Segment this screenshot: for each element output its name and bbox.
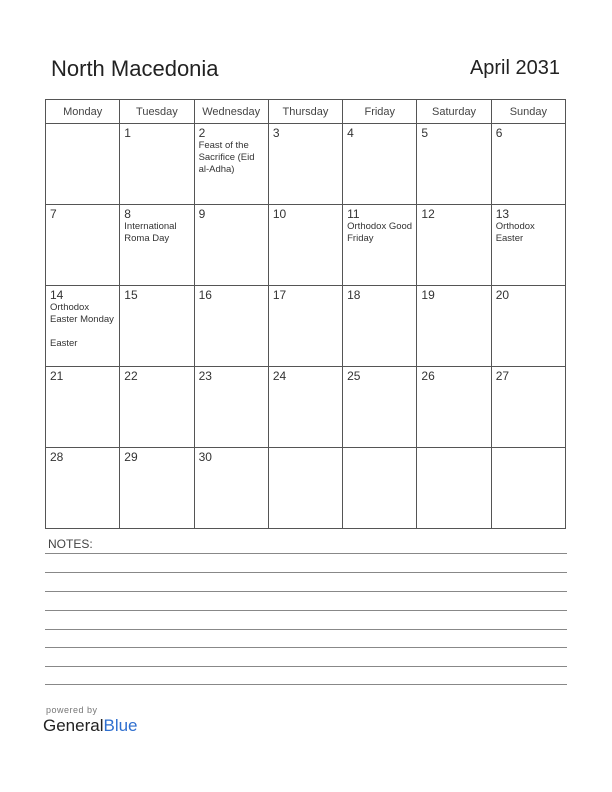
day-number: 11 <box>347 207 360 221</box>
day-number: 12 <box>421 207 435 221</box>
day-cell <box>417 205 491 286</box>
day-number: 29 <box>124 450 138 464</box>
holiday-event: International Roma Day <box>124 221 177 244</box>
day-cell <box>46 367 120 448</box>
day-number: 27 <box>495 369 510 383</box>
day-cell <box>491 124 565 205</box>
week-row <box>46 286 566 367</box>
day-number: 22 <box>124 369 138 383</box>
day-cell <box>268 124 342 205</box>
note-line <box>45 610 567 611</box>
day-cell <box>46 286 120 367</box>
day-cell <box>417 286 491 367</box>
day-cell <box>491 286 565 367</box>
holiday-event: Orthodox Easter <box>495 221 535 244</box>
day-number: 14 <box>50 288 64 302</box>
day-cell <box>343 367 417 448</box>
day-number: 19 <box>421 288 435 302</box>
day-cell <box>46 448 120 529</box>
note-line <box>45 629 567 630</box>
day-number: 8 <box>124 207 131 221</box>
powered-by-text: powered by <box>46 705 98 715</box>
day-cell <box>268 205 342 286</box>
day-cell <box>491 205 565 286</box>
day-cell <box>491 448 565 529</box>
weekday-header: Saturday <box>417 100 491 124</box>
day-number: 25 <box>347 369 361 383</box>
holiday-event: Orthodox Easter Monday <box>50 302 114 325</box>
day-cell <box>120 448 194 529</box>
holiday-event: Feast of the Sacrifice (Eid al-Adha) <box>198 140 255 175</box>
weekday-header: Sunday <box>491 100 565 124</box>
week-row <box>46 448 566 529</box>
day-number: 28 <box>50 450 64 464</box>
day-cell <box>46 124 120 205</box>
week-row <box>46 124 566 205</box>
day-number: 18 <box>347 288 361 302</box>
day-cell <box>194 367 268 448</box>
day-cell <box>417 448 491 529</box>
day-cell <box>46 205 120 286</box>
day-cell <box>120 367 194 448</box>
day-cell <box>343 286 417 367</box>
note-line <box>45 553 567 554</box>
weekday-header: Thursday <box>268 100 342 124</box>
week-row <box>46 367 566 448</box>
note-line <box>45 572 567 573</box>
day-number: 13 <box>495 207 510 221</box>
day-number: 4 <box>347 126 354 140</box>
day-number: 6 <box>495 126 503 140</box>
country-title: North Macedonia <box>51 56 219 81</box>
day-cell <box>194 448 268 529</box>
brand-logo <box>43 716 138 736</box>
day-cell <box>417 124 491 205</box>
day-number: 7 <box>50 207 57 221</box>
day-cell <box>120 286 194 367</box>
weekday-header-row <box>46 100 566 124</box>
week-row <box>46 205 566 286</box>
day-number: 17 <box>272 288 287 302</box>
day-cell <box>194 286 268 367</box>
day-number: 20 <box>495 288 510 302</box>
day-cell <box>343 124 417 205</box>
day-cell <box>343 448 417 529</box>
brand-general: General <box>43 716 104 735</box>
month-title: April 2031 <box>469 57 560 79</box>
day-number: 10 <box>272 207 287 221</box>
note-line <box>45 684 567 685</box>
note-line <box>45 666 567 667</box>
day-number: 21 <box>50 369 64 383</box>
day-cell <box>268 367 342 448</box>
brand-blue: Blue <box>103 716 138 735</box>
day-cell <box>417 367 491 448</box>
day-number: 5 <box>421 126 429 140</box>
day-cell <box>120 205 194 286</box>
day-number: 2 <box>198 126 206 140</box>
day-number: 16 <box>198 288 212 302</box>
day-number: 3 <box>272 126 280 140</box>
day-number: 1 <box>124 126 131 140</box>
day-number: 15 <box>124 288 138 302</box>
day-cell <box>268 448 342 529</box>
notes-label: NOTES: <box>48 537 93 551</box>
weekday-header: Monday <box>46 100 120 124</box>
weekday-header: Wednesday <box>194 100 268 124</box>
holiday-event: Orthodox Good Friday <box>347 221 413 244</box>
day-number: 30 <box>198 450 212 464</box>
note-line <box>45 647 567 648</box>
day-cell <box>343 205 417 286</box>
day-cell <box>194 205 268 286</box>
day-number: 23 <box>198 369 212 383</box>
weekday-header: Friday <box>343 100 417 124</box>
day-cell <box>194 124 268 205</box>
day-cell <box>491 367 565 448</box>
holiday-event: Easter <box>50 338 78 349</box>
day-number: 9 <box>198 207 206 221</box>
day-number: 26 <box>421 369 435 383</box>
day-number: 24 <box>272 369 287 383</box>
calendar-grid <box>45 99 566 529</box>
day-cell <box>120 124 194 205</box>
note-line <box>45 591 567 592</box>
day-cell <box>268 286 342 367</box>
weekday-header: Tuesday <box>120 100 194 124</box>
